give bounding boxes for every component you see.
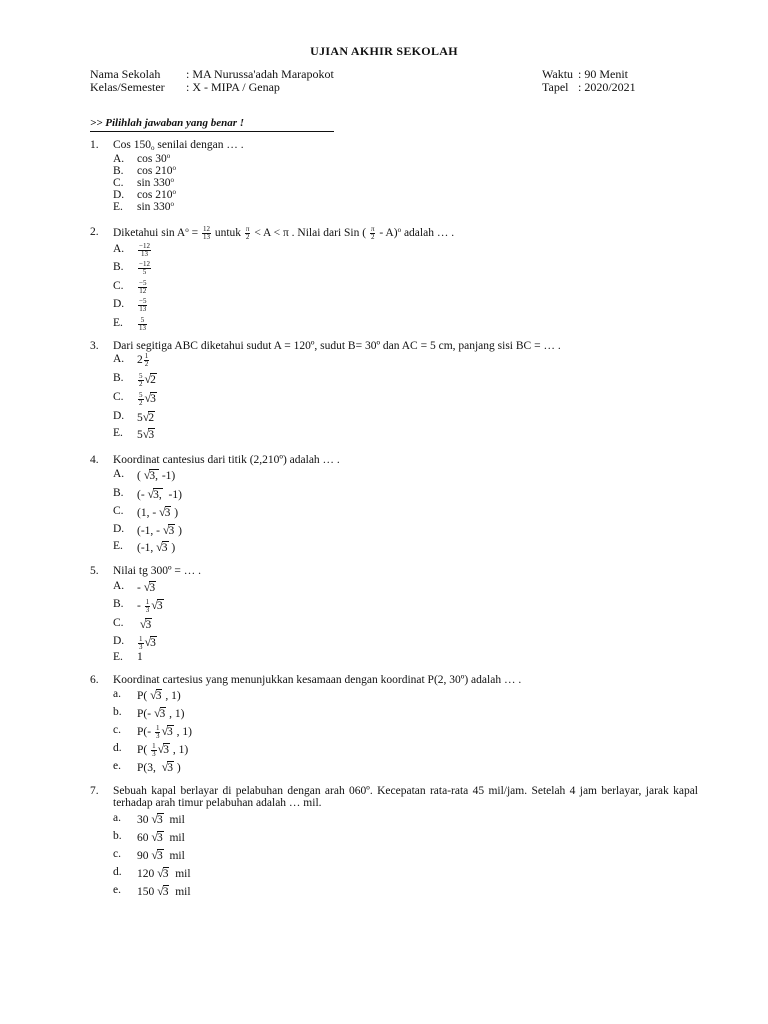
- fraction-denominator: 5: [142, 268, 147, 276]
- option-suffix: -1): [158, 470, 176, 482]
- option-value: [137, 688, 181, 703]
- school-row: [90, 67, 660, 81]
- option-prefix: P(3,: [137, 762, 162, 774]
- option-value: [137, 617, 152, 632]
- option-letter: C.: [113, 391, 124, 403]
- question-text-sub: o: [151, 144, 155, 152]
- fraction: [138, 280, 147, 295]
- option-prefix: (: [137, 470, 144, 482]
- option-value: [137, 760, 181, 775]
- option-letter: A.: [113, 580, 125, 592]
- fraction-denominator: 2: [370, 233, 375, 241]
- option-value: [137, 372, 157, 388]
- sqrt-symbol: √3: [150, 688, 162, 702]
- option-letter: d.: [113, 742, 122, 754]
- option-letter: D.: [113, 298, 125, 310]
- option-suffix: mil: [163, 832, 185, 844]
- radicand: 3: [148, 429, 155, 441]
- option-suffix: mil: [169, 886, 191, 898]
- fraction-denominator: 3: [152, 749, 156, 758]
- option-value: [137, 353, 150, 368]
- question-text-part: < A < π . Nilai dari Sin (: [251, 227, 369, 240]
- time-label: Waktu: [542, 67, 574, 81]
- option-suffix: , 1): [162, 690, 181, 702]
- whole-number: 2: [137, 354, 143, 367]
- option-prefix: (-1, -: [137, 525, 163, 537]
- option-prefix: 30: [137, 814, 152, 826]
- option-prefix: (-1,: [137, 542, 157, 554]
- option-suffix: mil: [163, 850, 185, 862]
- option-letter: E.: [113, 317, 123, 329]
- question-number: 3.: [90, 340, 99, 352]
- question-number: 1.: [90, 139, 99, 151]
- option-letter: E.: [113, 540, 123, 552]
- option-letter: E.: [113, 427, 123, 439]
- option-prefix: (1, -: [137, 507, 160, 519]
- option-letter: C.: [113, 505, 124, 517]
- sqrt-symbol: √3: [151, 598, 163, 612]
- option-value: [137, 580, 156, 595]
- class-value: : X - MIPA / Genap: [186, 80, 280, 94]
- option-suffix: -1): [162, 489, 182, 501]
- question-text: [113, 226, 698, 241]
- question-text: Sebuah kapal berlayar di pelabuhan dengan arah 060º. Kecepatan rata-rata 45 mil/jam. Setelah 4 jam berlayar, jarak kapal terhadap arah timur pelabuhan adalah … mil.: [113, 785, 698, 809]
- option-value: [137, 317, 148, 332]
- radicand: 3: [163, 744, 169, 756]
- option-letter: B.: [113, 598, 124, 610]
- option-letter: C.: [113, 617, 124, 629]
- radicand: 3: [168, 525, 175, 537]
- radicand: 3: [156, 832, 163, 844]
- option-value: [137, 298, 148, 313]
- question-number: 4.: [90, 454, 99, 466]
- option-letter: c.: [113, 724, 121, 736]
- option-value: [137, 177, 174, 189]
- option-text: cos 210: [137, 189, 173, 201]
- option-value: [137, 243, 152, 258]
- option-value: [137, 598, 164, 614]
- option-value: 1: [137, 651, 143, 663]
- sqrt-symbol: √3: [151, 830, 163, 844]
- question-number: 2.: [90, 226, 99, 238]
- fraction-denominator: 3: [155, 731, 160, 740]
- option-suffix: , 1): [173, 726, 192, 738]
- sqrt-symbol: √3: [157, 742, 169, 756]
- option-letter: A.: [113, 243, 125, 255]
- fraction-denominator: 13: [139, 324, 146, 332]
- fraction-numerator: 1: [139, 634, 143, 643]
- question-text: Nilai tg 300º = … .: [113, 565, 201, 577]
- option-value: [137, 427, 155, 442]
- option-prefix: P(: [137, 690, 151, 702]
- question-text-part: adalah … .: [401, 227, 455, 240]
- exam-title: UJIAN AKHIR SEKOLAH: [310, 44, 458, 58]
- option-value: [137, 201, 174, 213]
- option-letter: b.: [113, 706, 122, 718]
- sqrt-symbol: √3: [143, 580, 156, 594]
- option-value: [137, 706, 185, 721]
- option-value: [137, 866, 191, 881]
- option-text: cos 210: [137, 165, 173, 177]
- fraction-numerator: 1: [155, 723, 160, 732]
- option-letter: a.: [113, 812, 121, 824]
- fraction-numerator: −5: [139, 297, 147, 305]
- option-letter: A.: [113, 353, 125, 365]
- radicand: 3: [145, 619, 152, 631]
- option-prefix: P(: [137, 744, 151, 756]
- option-letter: B.: [113, 165, 124, 177]
- option-value: [137, 848, 185, 863]
- question-text-part: - A): [376, 227, 398, 240]
- radicand: 3: [162, 886, 169, 898]
- option-value: [137, 635, 157, 651]
- option-prefix: (-: [137, 489, 148, 501]
- question-text-part: Cos 150: [113, 139, 152, 151]
- fraction: [245, 226, 251, 241]
- option-letter: A.: [113, 153, 125, 165]
- option-letter: C.: [113, 177, 124, 189]
- time-value: : 90 Menit: [578, 67, 628, 81]
- sqrt-symbol: √2: [144, 372, 156, 386]
- question-text-part: =: [188, 227, 201, 240]
- option-letter: e.: [113, 760, 121, 772]
- fraction: [144, 353, 150, 368]
- sqrt-symbol: √3: [157, 866, 169, 880]
- question-number: 6.: [90, 674, 99, 686]
- option-suffix: mil: [163, 814, 185, 826]
- fraction-numerator: −12: [139, 260, 150, 268]
- fraction: [138, 261, 151, 276]
- fraction-denominator: 2: [139, 398, 143, 407]
- question-number: 5.: [90, 565, 99, 577]
- option-value: [137, 410, 155, 425]
- radicand: 3: [161, 542, 168, 554]
- fraction-denominator: 2: [139, 379, 143, 388]
- coefficient: 5: [137, 412, 143, 424]
- option-value: [137, 724, 192, 740]
- fraction-denominator: 3: [139, 642, 143, 651]
- degree-sup: o: [166, 152, 171, 160]
- option-text: sin 330: [137, 201, 171, 213]
- option-text: cos 30: [137, 153, 167, 165]
- option-suffix: ): [175, 525, 182, 537]
- sqrt-symbol: √3: [151, 812, 163, 826]
- fraction-numerator: 1: [144, 352, 149, 360]
- fraction: [138, 317, 147, 332]
- option-letter: D.: [113, 635, 125, 647]
- sqrt-symbol: √3: [157, 884, 169, 898]
- school-value: : MA Nurussa'adah Marapokot: [186, 67, 334, 81]
- sqrt-symbol: √3: [153, 706, 166, 720]
- degree-sup: o: [185, 226, 189, 235]
- question-number: 7.: [90, 785, 99, 797]
- option-letter: C.: [113, 280, 124, 292]
- sqrt-symbol: √3: [139, 617, 152, 631]
- option-value: [137, 153, 170, 165]
- option-suffix: ): [171, 507, 179, 519]
- sqrt-symbol: √3: [142, 427, 155, 441]
- radicand: 3: [159, 708, 166, 720]
- fraction-numerator: π: [245, 225, 250, 233]
- fraction: [370, 226, 376, 241]
- option-value: [137, 812, 185, 827]
- fraction: [155, 725, 161, 740]
- sqrt-symbol: √3: [144, 391, 156, 405]
- fraction: [138, 373, 144, 388]
- option-value: [137, 391, 157, 407]
- option-value: [137, 540, 175, 555]
- degree-sup: o: [172, 164, 176, 172]
- fraction-numerator: 12: [202, 225, 210, 233]
- radicand: 3: [156, 850, 163, 862]
- fraction-numerator: 1: [152, 741, 156, 750]
- option-suffix: , 1): [166, 708, 185, 720]
- fraction-denominator: 13: [202, 233, 210, 241]
- option-letter: c.: [113, 848, 121, 860]
- sqrt-symbol: √3: [161, 724, 173, 738]
- fraction-denominator: 13: [139, 305, 147, 313]
- option-value: [137, 830, 185, 845]
- option-letter: d.: [113, 866, 122, 878]
- option-prefix: 120: [137, 868, 158, 880]
- fraction-numerator: 1: [145, 597, 150, 606]
- fraction-numerator: 5: [138, 317, 147, 325]
- option-value: [137, 280, 148, 295]
- school-label: Nama Sekolah: [90, 67, 161, 81]
- radicand: 3: [155, 690, 162, 702]
- year-value: : 2020/2021: [578, 80, 636, 94]
- instruction-text: >> Pilihlah jawaban yang benar !: [90, 117, 334, 132]
- radicand: 3: [164, 507, 171, 519]
- sqrt-symbol: √2: [142, 410, 155, 424]
- year-label: Tapel: [542, 80, 569, 94]
- option-value: [137, 505, 178, 520]
- option-prefix: P(-: [137, 726, 154, 738]
- fraction: [138, 243, 151, 258]
- question-text: Dari segitiga ABC diketahui sudut A = 120º, sudut B= 30º dan AC = 5 cm, panjang sisi BC = … .: [113, 340, 561, 352]
- fraction-denominator: 13: [140, 250, 148, 258]
- sqrt-symbol: √3: [151, 848, 163, 862]
- radicand: 3: [167, 762, 173, 774]
- fraction-denominator: 12: [139, 287, 147, 295]
- option-prefix: -: [137, 600, 144, 612]
- sqrt-symbol: √3: [162, 523, 175, 537]
- option-prefix: 150: [137, 886, 158, 898]
- radicand: 3,: [149, 470, 158, 482]
- radicand: 3: [156, 600, 163, 612]
- option-value: [137, 884, 191, 899]
- option-suffix: ): [173, 762, 181, 774]
- option-prefix: 90: [137, 850, 152, 862]
- option-text: sin 330: [137, 177, 171, 189]
- degree-sup: o: [172, 188, 176, 196]
- degree-sup: o: [170, 176, 175, 184]
- radicand: 3: [150, 393, 156, 405]
- radicand: 3: [167, 726, 173, 738]
- fraction: [138, 298, 147, 313]
- fraction-numerator: π: [370, 225, 375, 233]
- question-text: Koordinat cartesius yang menunjukkan kesamaan dengan koordinat P(2, 30º) adalah … .: [113, 674, 522, 686]
- degree-sup: o: [170, 200, 175, 208]
- fraction: [138, 636, 144, 651]
- option-value: [137, 487, 182, 502]
- option-value: [137, 468, 175, 483]
- radicand: 3: [149, 582, 156, 594]
- fraction-numerator: −12: [139, 242, 150, 250]
- option-value: [137, 742, 188, 758]
- radicand: 3: [162, 868, 169, 880]
- sqrt-symbol: √3: [156, 540, 168, 554]
- sqrt-symbol: √3: [159, 505, 171, 519]
- fraction-numerator: −5: [139, 279, 147, 287]
- sqrt-symbol: √3: [161, 760, 173, 774]
- option-prefix: P(-: [137, 708, 154, 720]
- option-letter: A.: [113, 468, 125, 480]
- fraction-denominator: 3: [145, 605, 150, 614]
- fraction-denominator: 2: [245, 233, 250, 241]
- fraction: [138, 392, 144, 407]
- option-letter: b.: [113, 830, 122, 842]
- question-text: Koordinat cantesius dari titik (2,210º) adalah … .: [113, 454, 340, 466]
- fraction: [151, 743, 157, 758]
- option-suffix: mil: [169, 868, 191, 880]
- option-letter: e.: [113, 884, 121, 896]
- question-text-part: Diketahui sin A: [113, 227, 186, 240]
- option-letter: B.: [113, 487, 124, 499]
- option-suffix: ): [168, 542, 176, 554]
- option-letter: D.: [113, 410, 125, 422]
- radicand: 2: [150, 374, 156, 386]
- option-suffix: , 1): [169, 744, 189, 756]
- fraction-denominator: 2: [144, 360, 149, 368]
- fraction: [145, 599, 151, 614]
- sqrt-symbol: √3,: [143, 468, 158, 482]
- fraction: [202, 226, 211, 241]
- question-text-part: senilai dengan … .: [154, 139, 244, 151]
- option-letter: E.: [113, 651, 123, 663]
- sqrt-symbol: √3: [144, 635, 156, 649]
- option-letter: a.: [113, 688, 121, 700]
- class-row: [90, 80, 660, 94]
- question-text-part: untuk: [211, 227, 244, 240]
- question-text: [113, 139, 698, 151]
- radicand: 3,: [153, 489, 162, 501]
- degree-sup: o: [397, 226, 402, 235]
- radicand: 3: [150, 637, 156, 649]
- option-value: [137, 523, 182, 538]
- radicand: 2: [148, 412, 155, 424]
- option-letter: E.: [113, 201, 123, 213]
- option-letter: D.: [113, 189, 125, 201]
- sqrt-symbol: √3,: [147, 487, 162, 501]
- option-prefix: 60: [137, 832, 152, 844]
- option-letter: B.: [113, 261, 124, 273]
- class-label: Kelas/Semester: [90, 80, 165, 94]
- coefficient: 5: [137, 429, 143, 441]
- fraction-numerator: 5: [139, 371, 143, 380]
- option-letter: D.: [113, 523, 125, 535]
- option-prefix: -: [137, 582, 144, 594]
- radicand: 3: [156, 814, 163, 826]
- option-value: [137, 261, 152, 276]
- option-letter: B.: [113, 372, 124, 384]
- fraction-numerator: 5: [139, 390, 143, 399]
